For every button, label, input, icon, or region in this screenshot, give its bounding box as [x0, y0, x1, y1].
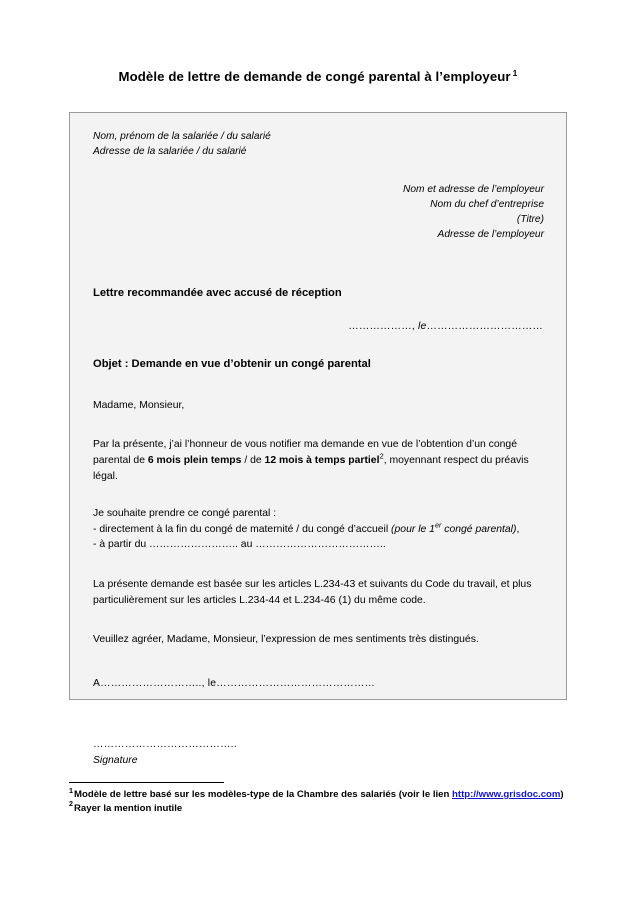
recipient-block [89, 182, 544, 243]
footnote-2 [69, 799, 569, 816]
letter-body-box [69, 112, 567, 767]
footnote-1-marker: 1 [69, 785, 73, 795]
request-duration-parttime: 12 mois à temps partiel [264, 455, 380, 467]
request-text-part3: , moyennant respect du préavis légal. [93, 455, 529, 482]
recipient-title-line: (Titre) [516, 214, 544, 226]
signature-dotted-line: ………………………………….. [93, 738, 237, 750]
recipient-manager-line: Nom du chef d’entreprise [430, 198, 544, 210]
timing-option1-note [391, 520, 517, 535]
timing-option1-text: - directement à la fin du congé de maternité / du congé d’accueil [93, 523, 392, 535]
salutation: Madame, Monsieur, [93, 400, 185, 412]
sender-block [93, 129, 547, 160]
timing-option1-note-after: congé parental) [441, 523, 517, 535]
timing-option-directly [93, 522, 547, 538]
timing-option-dates: - à partir du …………………….. au ……………………………….. [93, 539, 386, 551]
footnote-1-text-after: ) [560, 789, 564, 800]
footnotes-block [69, 785, 569, 815]
request-text-part2: / de [241, 455, 265, 467]
paragraph-request [93, 437, 547, 484]
timing-option1-comma: , [516, 523, 520, 535]
timing-option1-note-before: (pour le 1 [391, 523, 435, 535]
paragraph-legal-basis: La présente demande est basée sur les articles L.234-43 et suivants du Code du travail, et plus particulièrement sur les articles L.234-44 et L.234-46 (1) du même code. [93, 579, 532, 606]
footnote-1-text-before: Modèle de lettre basé sur les modèles-type de la Chambre des salariés (voir le lien [74, 789, 453, 800]
date-le-label: le [418, 321, 427, 333]
footnote-2-marker: 2 [69, 799, 73, 809]
page-title [48, 68, 588, 85]
place-date-fill-line [89, 319, 543, 334]
registered-letter-heading: Lettre recommandée avec accusé de réception [93, 286, 342, 299]
footnote-1 [69, 785, 569, 802]
date-comma: , [411, 321, 418, 333]
request-duration-fulltime: 6 mois plein temps [147, 455, 242, 467]
signature-place-date-line: A……………………….., le……………………………………… [93, 677, 376, 689]
page-title-text: Modèle de lettre de demande de congé parental à l’employeur [118, 69, 511, 84]
recipient-name-address-line: Nom et adresse de l’employeur [403, 183, 544, 195]
timing-intro: Je souhaite prendre ce congé parental : [93, 508, 277, 520]
footnote-separator [69, 782, 224, 783]
sender-address-line: Adresse de la salariée / du salarié [93, 146, 247, 158]
place-dots: ……………… [348, 321, 412, 333]
paragraph-timing [93, 506, 547, 553]
date-dots: …………………………… [426, 321, 543, 333]
footnote-2-text: Rayer la mention inutile [74, 802, 183, 814]
request-footnote-marker: 2 [379, 451, 384, 461]
title-footnote-marker: 1 [512, 67, 518, 78]
ordinal-suffix: er [434, 520, 442, 530]
signature-label: Signature [93, 755, 138, 767]
sender-name-line: Nom, prénom de la salariée / du salarié [93, 131, 271, 142]
subject-heading: Objet : Demande en vue d’obtenir un congé parental [93, 358, 371, 371]
closing-formula: Veuillez agréer, Madame, Monsieur, l’expression de mes sentiments très distingués. [93, 634, 479, 646]
grisdoc-link[interactable]: http://www.grisdoc.com [452, 789, 561, 800]
recipient-address-line: Adresse de l’employeur [437, 229, 544, 241]
request-text-part1: Par la présente, j’ai l’honneur de vous notifier ma demande en vue de l’obtention d’un congé parental de [93, 439, 517, 467]
